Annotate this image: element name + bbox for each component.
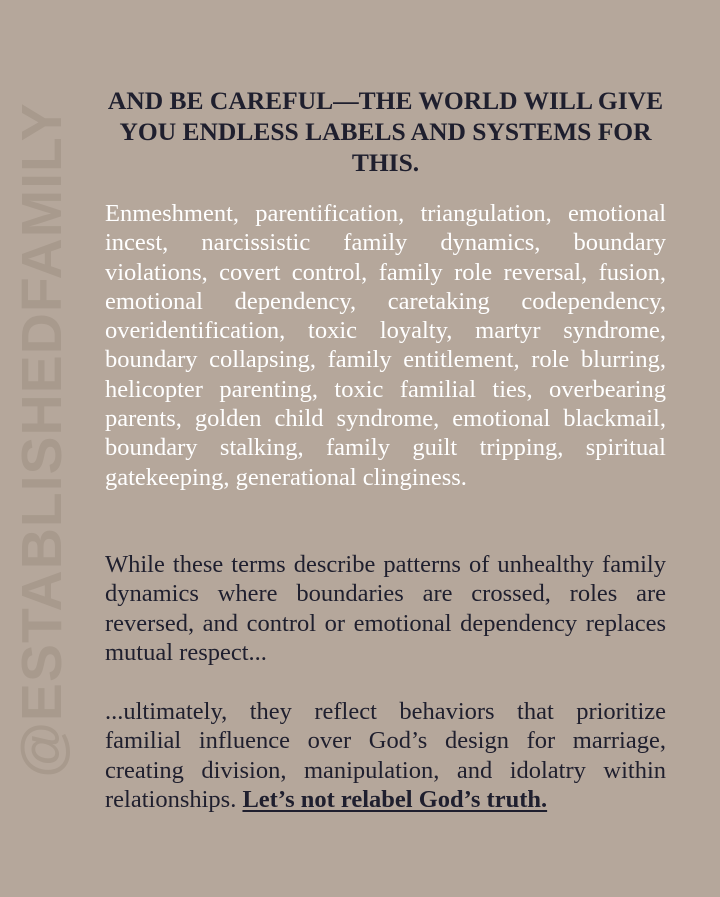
conclusion-paragraph — [105, 697, 666, 814]
account-watermark: @ESTABLISHEDFAMILY — [10, 102, 74, 778]
labels-paragraph: Enmeshment, parentification, triangulation, emotional incest, narcissistic family dynamics, boundary violations, covert control, family role reversal, fusion, emotional dependency, caretaking codependency, overidentification, toxic loyalty, martyr syndrome, boundary collapsing, family entitlement, role blurring, helicopter parenting, toxic familial ties, overbearing parents, golden child syndrome, emotional blackmail, boundary stalking, family guilt tripping, spiritual gatekeeping, generational clinginess. — [105, 200, 666, 491]
heading: AND BE CAREFUL—THE WORLD WILL GIVE YOU ENDLESS LABELS AND SYSTEMS FOR THIS. — [107, 86, 664, 177]
terms-paragraph: While these terms describe patterns of unhealthy family dynamics where boundaries are crossed, roles are reversed, and control or emotional dependency replaces mutual respect... — [105, 551, 666, 666]
conclusion-text: ...ultimately, they reflect behaviors that prioritize familial influence over God’s design for marriage, creating division, manipulation, and idolatry within relationships. — [105, 698, 666, 813]
conclusion-emphasis: Let’s not relabel God’s truth. — [242, 785, 548, 813]
